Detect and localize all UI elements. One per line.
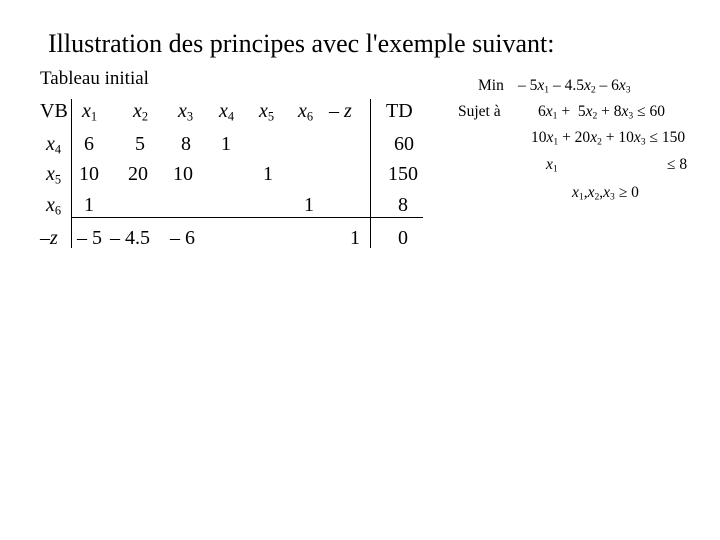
sujet-label: Sujet à — [458, 103, 501, 120]
header-x2: $x_2$ — [133, 100, 149, 124]
cell: 1 — [263, 163, 273, 185]
nonnegativity: $x_1,x_2,x_3 \ge 0$ — [572, 184, 639, 203]
cell: 6 — [84, 133, 94, 155]
constraint-1: $6x_1 + 5x_2 + 8x_3 \le 60$ — [538, 103, 665, 122]
header-x3: $x_3$ — [178, 100, 194, 124]
tableau-right-rule — [370, 99, 371, 248]
header-x1: $x_1$ — [82, 100, 98, 124]
page-title: Illustration des principes avec l'exemple suivant: — [48, 29, 555, 58]
cell: – 5 — [77, 227, 102, 249]
row-basis-minus-z: –z — [40, 227, 58, 249]
row-basis: $x_5$ — [46, 163, 62, 187]
cell: 10 — [173, 163, 193, 185]
row-basis: $x_6$ — [46, 194, 62, 218]
cell: 1 — [221, 133, 231, 155]
tableau-left-rule — [71, 99, 72, 248]
header-x4: $x_4$ — [219, 100, 235, 124]
min-label: Min — [478, 77, 504, 94]
cell: 1 — [350, 227, 360, 249]
row-basis: $x_4$ — [46, 133, 62, 157]
header-td: TD — [386, 100, 413, 122]
header-minus-z: – z — [329, 100, 352, 122]
tableau-label: Tableau initial — [40, 68, 149, 89]
constraint-2: $10x_1 + 20x_2 + 10x_3 \le 150$ — [531, 129, 686, 148]
cell-td: 150 — [388, 163, 418, 185]
cell: 1 — [84, 194, 94, 216]
tableau-bottom-rule — [71, 217, 423, 218]
cell: 10 — [79, 163, 99, 185]
cell: 8 — [181, 133, 191, 155]
constraint-3-lhs: $x_1$ — [546, 156, 558, 175]
cell: 5 — [135, 133, 145, 155]
cell: 20 — [128, 163, 148, 185]
header-x6: $x_6$ — [298, 100, 314, 124]
cell: – 6 — [170, 227, 195, 249]
cell-td: 0 — [398, 227, 408, 249]
cell-td: 60 — [394, 133, 414, 155]
header-x5: $x_5$ — [259, 100, 275, 124]
cell: 1 — [304, 194, 314, 216]
cell-td: 8 — [398, 194, 408, 216]
cell: – 4.5 — [110, 227, 150, 249]
constraint-3-rhs: ≤ 8 — [667, 156, 688, 173]
header-vb: VB — [40, 100, 68, 122]
objective-function: – $5x_1 - 4.5x_2 - 6x_3$ — [518, 77, 631, 96]
